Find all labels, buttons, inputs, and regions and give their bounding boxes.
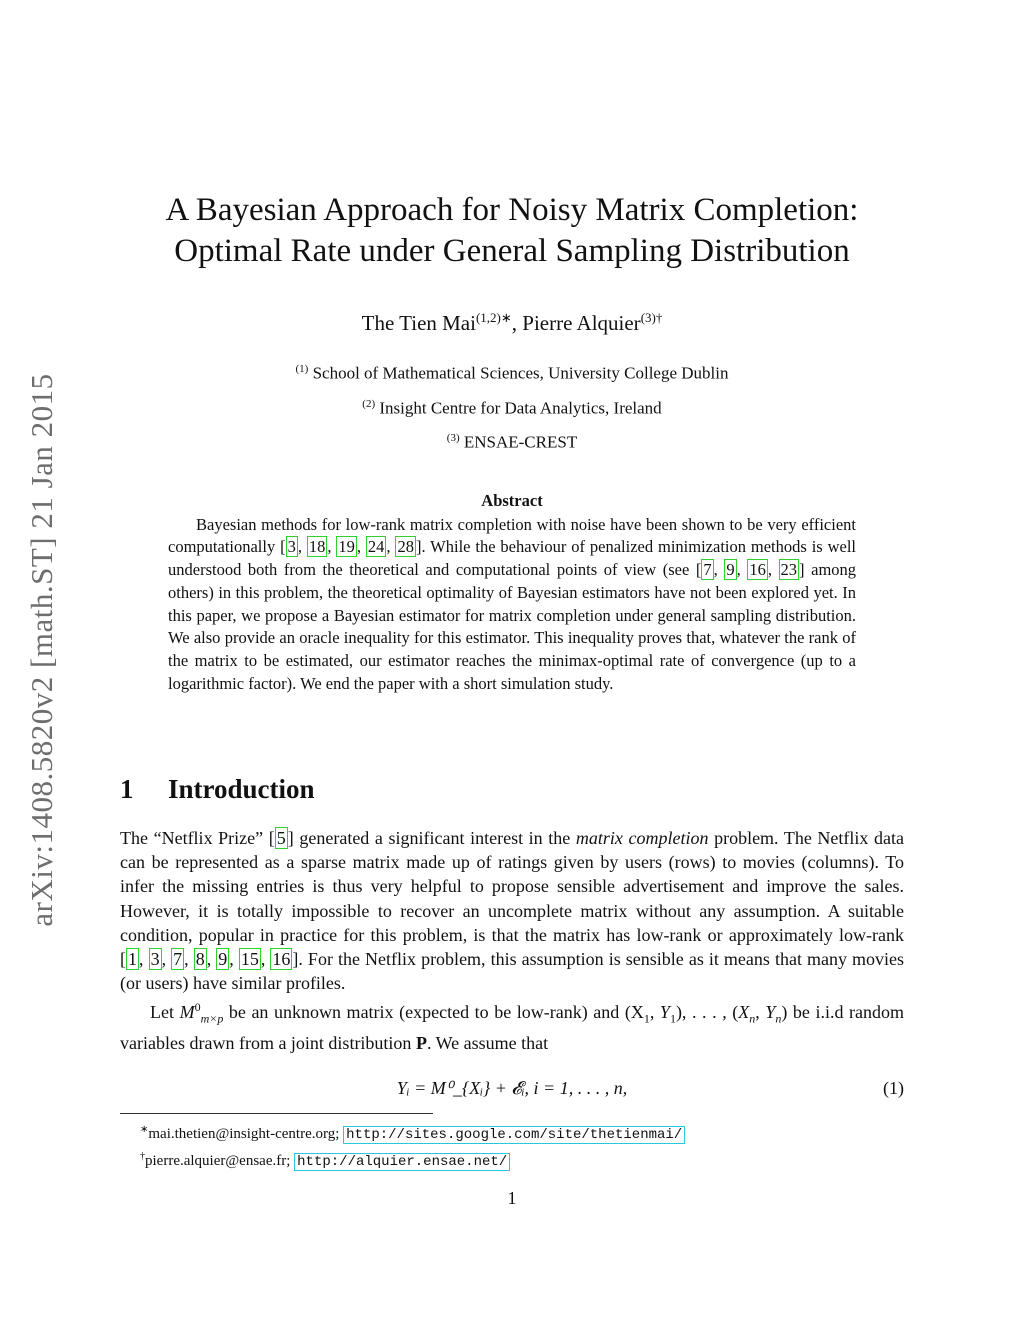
section-number: 1 [120,774,134,804]
citation-link[interactable]: 18 [308,537,326,557]
footnotes [140,1119,685,1173]
citation-link[interactable]: 7 [173,949,183,970]
affiliation: $^{(1)}$ School of Mathematical Sciences, University College Dublin [295,363,729,383]
section-title: Introduction [168,774,315,804]
introduction-body [120,826,904,1055]
affiliation: $^{(3)}$ ENSAE-CREST [446,432,578,452]
title-line-2: Optimal Rate under General Sampling Distribution [174,233,850,269]
arxiv-stamp: arXiv:1408.5820v2 [math.ST] 21 Jan 2015 [24,373,59,927]
affiliation: $^{(2)}$ Insight Centre for Data Analytics, Ireland [362,397,662,418]
citation-link[interactable]: 23 [780,560,798,580]
citation-link[interactable]: 9 [726,560,735,580]
citation-link[interactable]: 8 [195,949,205,970]
citation-link[interactable]: 3 [287,537,296,557]
footnote-url-link[interactable]: http://alquier.ensae.net/ [294,1153,510,1171]
citation-link[interactable]: 28 [397,537,414,557]
footnote-rule [120,1113,433,1114]
equation-expression: Yᵢ = M⁰_{Xᵢ} + 𝓔ᵢ, i = 1, . . . , n, [396,1078,628,1098]
citation-link[interactable]: 7 [703,560,712,580]
paper-title [120,190,904,272]
citation-link[interactable]: 5 [276,828,286,848]
title-line-1: A Bayesian Approach for Noisy Matrix Completion: [165,192,859,228]
author-list: The Tien Mai$^{(1,2)∗}$, Pierre Alquier$^{(3)\dagger}$ [361,310,663,335]
section-heading-introduction [120,774,315,805]
citation-link[interactable]: 16 [749,560,766,580]
affiliation-list [120,354,904,458]
abstract-heading: Abstract [481,491,543,510]
author-name: The Tien Mai [361,311,476,335]
author-footnote-mark: ∗ [500,310,512,325]
abstract [168,490,856,695]
citation-link[interactable]: 15 [240,949,259,970]
citation-link[interactable]: 16 [272,949,291,970]
footnote-url-link[interactable]: http://sites.google.com/site/thetienmai/ [343,1126,685,1144]
citation-link[interactable]: 9 [218,949,228,970]
abstract-body: Bayesian methods for low-rank matrix completion with noise have been shown to be very efficient computationally [ 3 , 18 , 19 , 24 , 28 ]. While the behaviour of penalized minimization methods is well understood both from the theoretical and computational points of view (see [ 7 , 9 , 16 , 23 ] among others) in this problem, the theoretical optimality of Bayesian estimators have not been explored yet. In this paper, we propose a Bayesian estimator for matrix completion under general sampling distribution. We also provide an oracle inequality for this estimator. This inequality proves that, whatever the rank of the matrix to be estimated, our estimator reaches the minimax-optimal rate of convergence (up to a logarithmic factor). We end the paper with a short simulation study. [168,514,857,693]
author-affil-mark: (1,2) [475,310,501,325]
author-affil-mark: (3) [640,310,656,325]
author-footnote-mark: † [655,310,663,325]
paragraph: The “Netflix Prize” [ 5 ] generated a significant interest in the matrix completion problem. The Netflix data can be represented as a sparse matrix made up of ratings given by users (rows) to movies (columns). To infer the missing entries is thus very helpful to propose sensible advertisement and improve the sales. However, it is totally impossible to recover an uncomplete matrix without any assumption. A suitable condition, popular in practice for this problem, is that the matrix has low-rank or approximately low-rank [ 1 , 3 , 7 , 8 , 9 , 15 , 16 ]. For the Netflix problem, this assumption is sensible as it means that many movies (or users) have similar profiles. [120,828,905,994]
citation-link[interactable]: 19 [338,537,355,557]
footnote: †pierre.alquier@ensae.fr; http://alquier.ensae.net/ [140,1146,685,1173]
citation-link[interactable]: 24 [367,537,385,557]
paragraph: Let $M^0_{m\times p}$ be an unknown matrix (expected to be low-rank) and ($X_1$, $Y_1$), . . . , ($X_n$, $Y_n$) be i.i.d random variables drawn from a joint distribution P. We assume that [120,1000,905,1054]
footnote: ∗mai.thetien@insight-centre.org; http://sites.google.com/site/thetienmai/ [140,1119,685,1146]
citation-link[interactable]: 1 [128,949,137,970]
equation-number: (1) [883,1078,904,1098]
page-number: 1 [507,1188,517,1208]
author-name: Pierre Alquier [522,311,641,335]
citation-link[interactable]: 3 [150,949,160,970]
